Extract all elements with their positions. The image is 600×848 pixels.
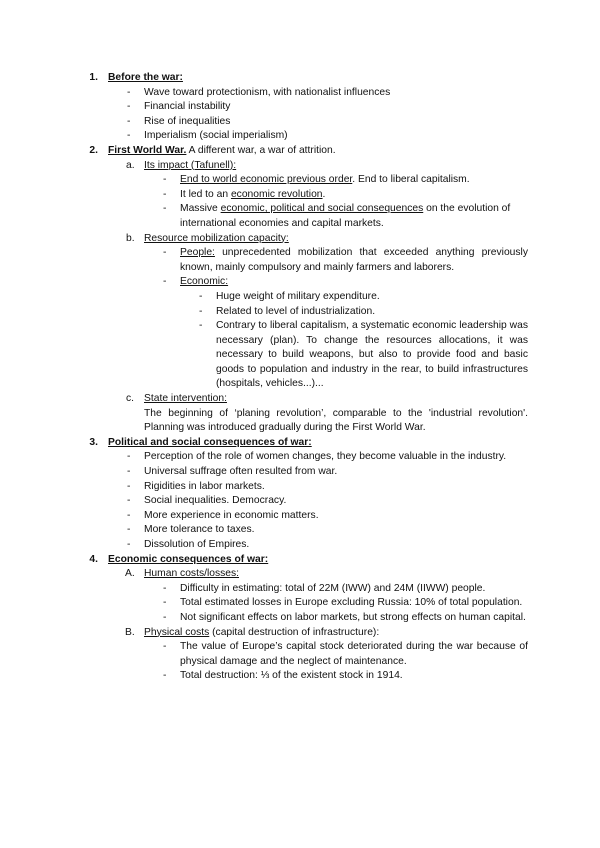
section-2-heading (0, 144, 600, 159)
list-item-text: It led to an (180, 188, 231, 200)
list-item (0, 465, 600, 480)
list-item (0, 640, 600, 669)
list-item-text: Perception of the role of women changes, they become valuable in the industry. (144, 451, 507, 463)
section-number: 4. (89, 553, 98, 565)
bullet-dash: - (127, 466, 131, 478)
bullet-dash: - (199, 290, 203, 302)
document-body (0, 71, 600, 684)
list-item (0, 86, 600, 101)
bullet-dash: - (127, 495, 131, 507)
bullet-dash: - (163, 188, 167, 200)
underlined-phrase: economic revolution (230, 188, 323, 200)
subsection-letter: c. (126, 393, 135, 405)
bullet-dash: - (127, 539, 131, 550)
list-item (0, 290, 600, 305)
bullet-dash: - (127, 130, 131, 142)
bullet-dash: - (163, 247, 167, 259)
section-4-heading (0, 553, 600, 568)
bullet-dash: - (127, 451, 131, 463)
list-item-text: Social inequalities. Democracy. (144, 495, 287, 507)
section-1-heading (0, 71, 600, 86)
bullet-dash: - (127, 524, 131, 536)
list-item (0, 669, 600, 684)
list-item (0, 115, 600, 130)
list-item (0, 202, 600, 231)
bullet-dash: - (163, 276, 167, 288)
subsection-title: Its impact (Tafunell): (144, 159, 237, 171)
subsection-heading (0, 232, 600, 247)
bullet-dash: - (127, 115, 131, 127)
subsection-letter: A. (125, 568, 135, 580)
paragraph-text: The beginning of ‘planing revolution’, comparable to the 'industrial revolution'. Planning was introduced gradually during the First World War. (144, 407, 528, 434)
subsection-heading (0, 159, 600, 174)
bullet-dash: - (163, 641, 167, 653)
bullet-dash: - (199, 320, 203, 332)
list-item-text: More experience in economic matters. (144, 509, 319, 521)
paragraph (0, 407, 600, 436)
list-item-text: More tolerance to taxes. (144, 524, 255, 536)
list-item-text: Contrary to liberal capitalism, a systematic economic leadership was necessary (plan). To change the resources allocations, it was necessary to build weapons, but also to provide food and basic goods to population and industry in the rear, to build infrastructures (hospitals, vehicles...)... (216, 320, 528, 390)
list-item (0, 538, 600, 553)
section-number: 1. (89, 72, 98, 83)
subsection-title: State intervention: (144, 393, 227, 405)
bullet-dash: - (127, 101, 131, 113)
underlined-phrase: Economic: (180, 276, 229, 288)
list-item-text: Massive (180, 203, 221, 215)
section-title-rest: A different war, a war of attrition. (186, 144, 336, 156)
list-item-text: Difficulty in estimating: total of 22M (IWW) and 24M (IIWW) people. (180, 582, 486, 594)
underlined-phrase: People: (180, 247, 215, 259)
subsection-heading (0, 567, 600, 582)
list-item (0, 596, 600, 611)
subsection-letter: B. (125, 626, 135, 638)
list-item-text: Financial instability (144, 101, 231, 113)
bullet-dash: - (127, 86, 131, 98)
list-item (0, 611, 600, 626)
list-item-text: on the evolution of international economies and capital markets. (180, 203, 511, 229)
section-title: First World War. (108, 144, 187, 156)
list-item (0, 480, 600, 495)
list-item (0, 173, 600, 188)
subsection-letter: a. (126, 159, 135, 171)
list-item-text: Total destruction: ⅓ of the existent stock in 1914. (180, 670, 403, 682)
list-item-text: Rigidities in labor markets. (144, 480, 265, 492)
subsection-heading (0, 392, 600, 407)
list-item (0, 129, 600, 144)
list-item-text: Total estimated losses in Europe excluding Russia: 10% of total population. (180, 597, 523, 609)
list-item (0, 450, 600, 465)
list-item (0, 188, 600, 203)
subsection-title: Resource mobilization capacity: (144, 232, 289, 244)
subsection-title: Physical costs (144, 626, 210, 638)
list-item-text: Imperialism (social imperialism) (144, 130, 288, 142)
list-item-text: . End to liberal capitalism. (352, 174, 470, 186)
list-item (0, 494, 600, 509)
section-number: 3. (89, 436, 98, 448)
subsection-heading (0, 626, 600, 641)
bullet-dash: - (127, 480, 131, 492)
bullet-dash: - (163, 670, 167, 682)
list-item-text: Not significant effects on labor markets, but strong effects on human capital. (180, 611, 526, 623)
list-item (0, 305, 600, 320)
list-item (0, 582, 600, 597)
list-item-text: Universal suffrage often resulted from war. (144, 466, 338, 478)
list-item-text: Rise of inequalities (144, 115, 231, 127)
bullet-dash: - (163, 174, 167, 186)
list-item-text: Wave toward protectionism, with nationalist influences (144, 86, 391, 98)
section-title: Economic consequences of war: (108, 553, 269, 565)
list-item-text: Dissolution of Empires. (144, 539, 250, 550)
subsection-title: Human costs/losses: (144, 568, 239, 580)
subsection-title-rest: (capital destruction of infrastructure): (209, 626, 380, 638)
bullet-dash: - (199, 305, 203, 317)
list-item (0, 275, 600, 290)
section-title: Before the war: (108, 72, 183, 83)
section-number: 2. (89, 144, 98, 156)
list-item-text: The value of Europe’s capital stock deteriorated during the war because of physical damage and the neglect of maintenance. (180, 641, 528, 667)
list-item-text: . (322, 188, 326, 200)
bullet-dash: - (163, 597, 167, 609)
list-item-text: unprecedented mobilization that exceeded anything previously known, mainly compulsory and mainly farmers and laborers. (180, 247, 528, 273)
bullet-dash: - (163, 582, 167, 594)
list-item (0, 509, 600, 524)
list-item-text: Huge weight of military expenditure. (216, 290, 380, 302)
list-item-text: Related to level of industrialization. (216, 305, 376, 317)
list-item (0, 246, 600, 275)
list-item (0, 523, 600, 538)
list-item (0, 100, 600, 115)
bullet-dash: - (127, 509, 131, 521)
subsection-letter: b. (126, 232, 135, 244)
underlined-phrase: economic, political and social consequences (220, 203, 424, 215)
list-item (0, 319, 600, 392)
section-title: Political and social consequences of war: (108, 436, 312, 448)
bullet-dash: - (163, 203, 167, 215)
section-3-heading (0, 436, 600, 451)
bullet-dash: - (163, 611, 167, 623)
underlined-phrase: End to world economic previous order (180, 174, 353, 186)
